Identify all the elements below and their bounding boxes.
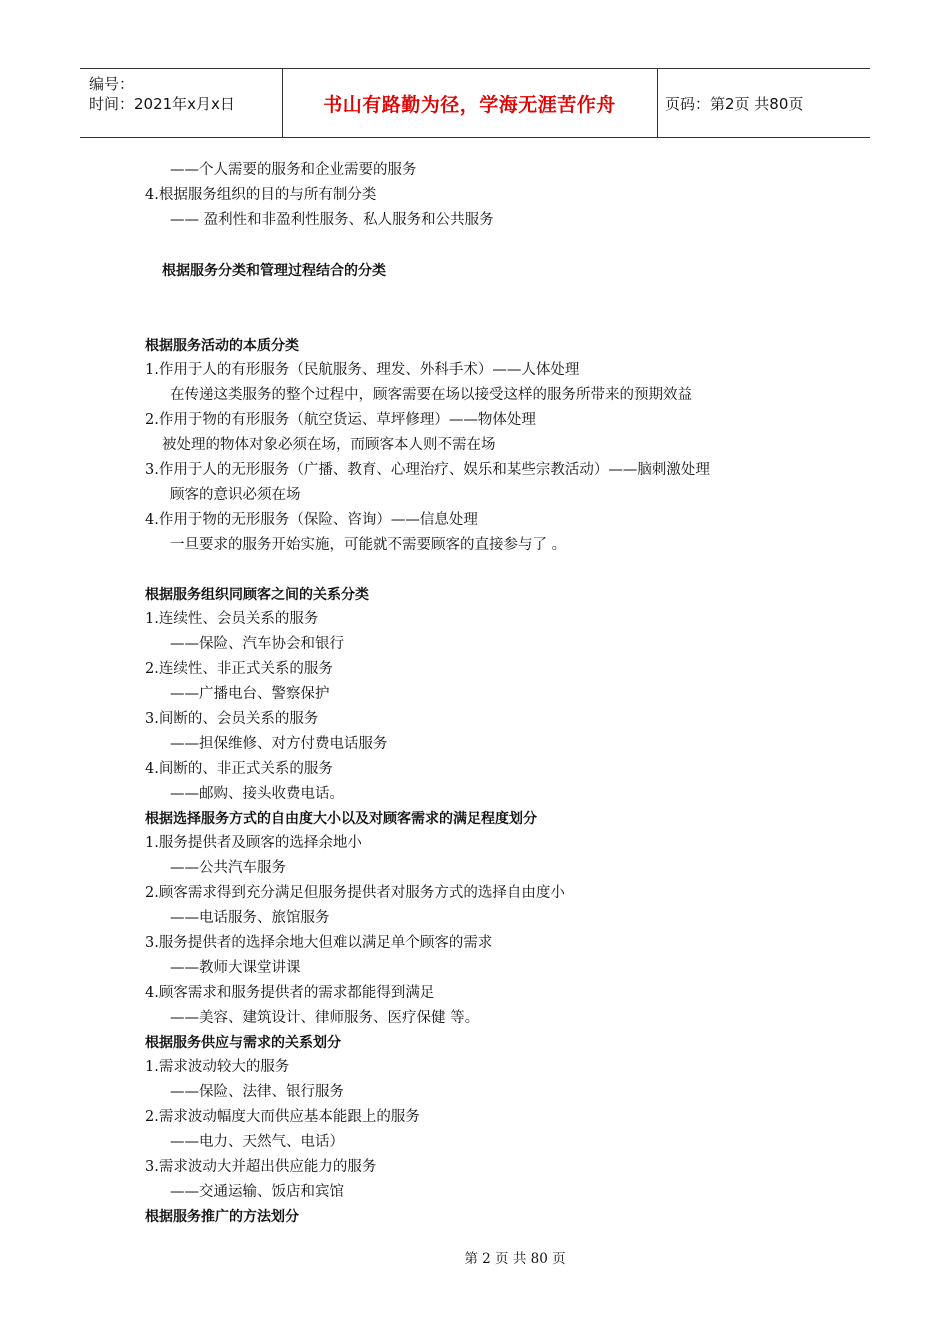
text-line: ——担保维修、对方付费电话服务: [170, 736, 388, 752]
text-line: 在传递这类服务的整个过程中，顾客需要在场以接受这样的服务所带来的预期效益: [170, 387, 692, 403]
text-line: 4.作用于物的无形服务（保险、咨询）——信息处理: [145, 512, 478, 528]
date-label: 时间：2021年x月x日: [89, 95, 235, 113]
text-line: ——保险、汽车协会和银行: [170, 636, 344, 652]
text-line: ——邮购、接头收费电话。: [170, 786, 344, 802]
text-line: ——电力、天然气、电话）: [170, 1134, 344, 1150]
text-line: ——美容、建筑设计、律师服务、医疗保健 等。: [170, 1010, 480, 1026]
text-line: 2.作用于物的有形服务（航空货运、草坪修理）——物体处理: [145, 412, 536, 428]
text-line: 2.需求波动幅度大而供应基本能跟上的服务: [145, 1109, 420, 1125]
section-heading: 根据服务组织同顾客之间的关系分类: [145, 587, 369, 603]
text-line: 被处理的物体对象必须在场，而顾客本人则不需在场: [162, 437, 496, 453]
text-line: 3.服务提供者的选择余地大但难以满足单个顾客的需求: [145, 935, 493, 951]
text-line: 3.作用于人的无形服务（广播、教育、心理治疗、娱乐和某些宗教活动）——脑刺激处理: [145, 462, 710, 478]
text-line: ——公共汽车服务: [170, 860, 286, 876]
text-line: 1.需求波动较大的服务: [145, 1059, 290, 1075]
text-line: 4.间断的、非正式关系的服务: [145, 761, 333, 777]
text-line: 3.需求波动大并超出供应能力的服务: [145, 1159, 377, 1175]
footer-page-number: 第 2 页 共 80 页: [464, 1251, 566, 1267]
page-label: 页码：第2页 共80页: [665, 94, 804, 113]
text-line: 2.连续性、非正式关系的服务: [145, 661, 333, 677]
text-line: 1.连续性、会员关系的服务: [145, 611, 319, 627]
section-heading: 根据服务活动的本质分类: [145, 338, 299, 354]
text-line: ——教师大课堂讲课: [170, 960, 301, 976]
page-footer: [0, 1247, 950, 1267]
text-line: 2.顾客需求得到充分满足但服务提供者对服务方式的选择自由度小: [145, 885, 565, 901]
page-counter-cell: [657, 69, 870, 137]
text-line: ——保险、法律、银行服务: [170, 1084, 344, 1100]
text-line: 1.服务提供者及顾客的选择余地小: [145, 835, 362, 851]
section-heading: 根据选择服务方式的自由度大小以及对顾客需求的满足程度划分: [145, 811, 537, 827]
text-line: 1.作用于人的有形服务（民航服务、理发、外科手术）——人体处理: [145, 362, 580, 378]
text-line: 4.根据服务组织的目的与所有制分类: [145, 187, 377, 203]
text-line: ——电话服务、旅馆服务: [170, 910, 330, 926]
text-line: 4.顾客需求和服务提供者的需求都能得到满足: [145, 985, 435, 1001]
section-heading: 根据服务供应与需求的关系划分: [145, 1035, 341, 1051]
section-heading: 根据服务分类和管理过程结合的分类: [162, 263, 386, 279]
text-line: ——交通运输、饭店和宾馆: [170, 1184, 344, 1200]
section-heading: 根据服务推广的方法划分: [145, 1209, 299, 1225]
motto: 书山有路勤为径，学海无涯苦作舟: [282, 69, 658, 137]
text-line: —— 盈利性和非盈利性服务、私人服务和公共服务: [170, 212, 494, 228]
text-line: ——个人需要的服务和企业需要的服务: [170, 162, 417, 178]
text-line: 顾客的意识必须在场: [170, 487, 301, 503]
text-line: 3.间断的、会员关系的服务: [145, 711, 319, 727]
page-header: [80, 68, 870, 138]
text-line: ——广播电台、警察保护: [170, 686, 330, 702]
header-meta-cell: [80, 69, 283, 137]
text-line: 一旦要求的服务开始实施，可能就不需要顾客的直接参与了 。: [170, 537, 567, 553]
number-label: 编号：: [89, 75, 135, 93]
